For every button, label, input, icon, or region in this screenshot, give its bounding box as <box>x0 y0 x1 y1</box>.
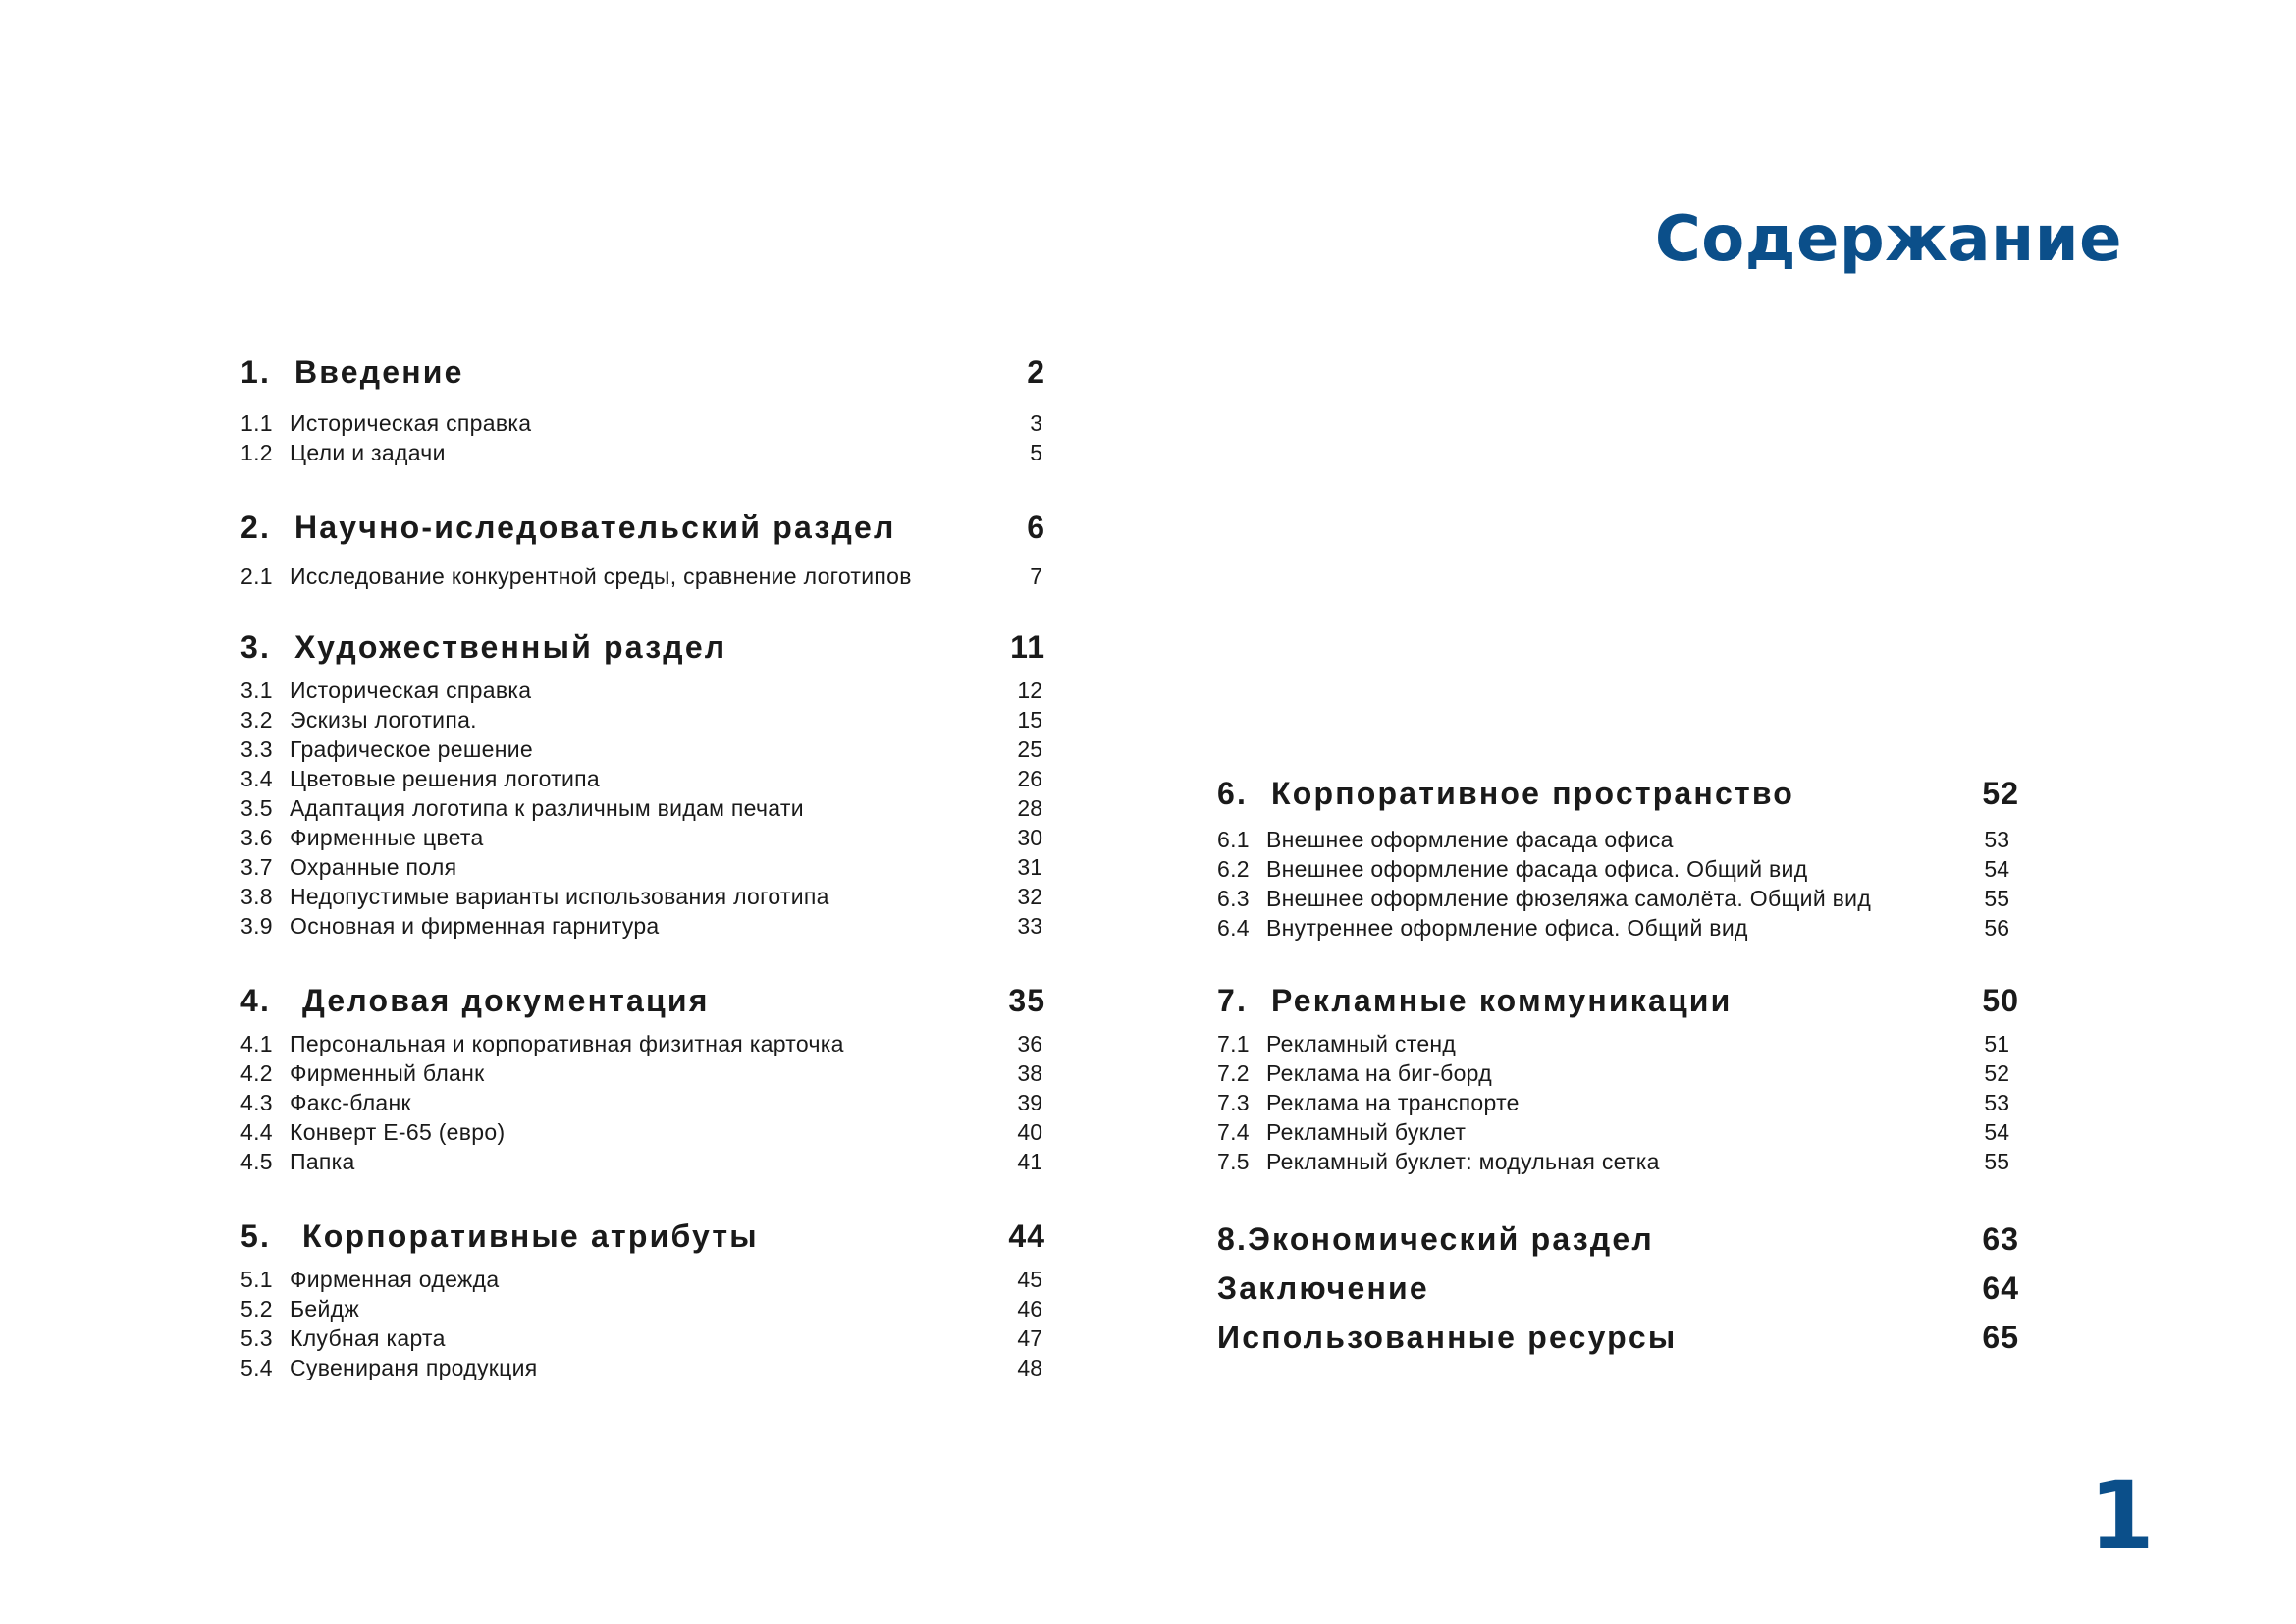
section-page: 65 <box>1982 1320 2019 1355</box>
section-page: 35 <box>1008 983 1045 1018</box>
item-title: Фирменный бланк <box>290 1060 485 1086</box>
toc-item[interactable] <box>240 1269 1045 1291</box>
item-number: 6.1 <box>1217 827 1250 852</box>
item-number: 7.5 <box>1217 1149 1250 1174</box>
item-number: 5.2 <box>240 1296 273 1322</box>
toc-section[interactable] <box>240 631 1045 663</box>
item-title: Внутреннее оформление офиса. Общий вид <box>1266 915 1748 941</box>
section-number: 6. <box>1217 776 1249 811</box>
item-number: 3.5 <box>240 795 273 821</box>
item-page: 26 <box>1017 766 1042 791</box>
item-number: 5.4 <box>240 1355 273 1380</box>
item-title: Цели и задачи <box>290 440 446 465</box>
toc-item[interactable] <box>1217 917 2019 940</box>
item-page: 56 <box>1984 915 2009 941</box>
section-number: 5. <box>240 1218 272 1254</box>
toc-item[interactable] <box>1217 1121 2019 1144</box>
item-page: 38 <box>1017 1060 1042 1086</box>
section-title: Рекламные коммуникации <box>1271 983 1733 1018</box>
item-title: Исследование конкурентной среды, сравнение логотипов <box>290 564 912 589</box>
toc-section[interactable] <box>1217 1223 2019 1255</box>
item-page: 39 <box>1017 1090 1042 1115</box>
item-number: 4.2 <box>240 1060 273 1086</box>
section-title: 8.Экономический раздел <box>1217 1221 1654 1257</box>
item-page: 7 <box>1030 564 1042 589</box>
item-page: 15 <box>1017 707 1042 732</box>
section-number: 7. <box>1217 983 1249 1018</box>
item-page: 55 <box>1984 1149 2009 1174</box>
item-number: 3.2 <box>240 707 273 732</box>
toc-item[interactable] <box>240 1327 1045 1350</box>
section-page: 44 <box>1008 1218 1045 1254</box>
section-page: 11 <box>1010 629 1045 665</box>
item-title: Конверт Е-65 (евро) <box>290 1119 506 1145</box>
page-number: 1 <box>2089 1461 2155 1571</box>
toc-item[interactable] <box>1217 1151 2019 1173</box>
item-title: Основная и фирменная гарнитура <box>290 913 660 939</box>
toc-item[interactable] <box>240 709 1045 731</box>
section-page: 63 <box>1982 1221 2019 1257</box>
item-page: 55 <box>1984 886 2009 911</box>
item-title: Внешнее оформление фасада офиса <box>1266 827 1674 852</box>
toc-item[interactable] <box>240 1062 1045 1085</box>
section-title: Художественный раздел <box>294 629 727 665</box>
section-title: Введение <box>294 354 464 390</box>
toc-section[interactable] <box>240 985 1045 1016</box>
item-page: 48 <box>1017 1355 1042 1380</box>
item-number: 4.3 <box>240 1090 273 1115</box>
toc-item[interactable] <box>240 886 1045 908</box>
section-number: 4. <box>240 983 272 1018</box>
toc-section[interactable] <box>1217 1272 2019 1304</box>
toc-section[interactable] <box>240 356 1045 388</box>
item-page: 30 <box>1017 825 1042 850</box>
item-page: 31 <box>1017 854 1042 880</box>
item-page: 32 <box>1017 884 1042 909</box>
item-number: 7.1 <box>1217 1031 1250 1056</box>
section-page: 2 <box>1027 354 1045 390</box>
toc-item[interactable] <box>240 1151 1045 1173</box>
item-number: 3.3 <box>240 736 273 762</box>
item-page: 33 <box>1017 913 1042 939</box>
item-number: 1.1 <box>240 410 273 436</box>
item-title: Рекламный буклет: модульная сетка <box>1266 1149 1660 1174</box>
item-page: 12 <box>1017 677 1042 703</box>
toc-section[interactable] <box>1217 985 2019 1016</box>
section-number: 1. <box>240 354 272 390</box>
item-number: 6.3 <box>1217 886 1250 911</box>
item-page: 54 <box>1984 856 2009 882</box>
section-number: 2. <box>240 510 272 545</box>
item-title: Внешнее оформление фасада офиса. Общий вид <box>1266 856 1808 882</box>
item-number: 1.2 <box>240 440 273 465</box>
toc-item[interactable] <box>240 915 1045 938</box>
item-number: 4.1 <box>240 1031 273 1056</box>
item-number: 3.7 <box>240 854 273 880</box>
item-page: 25 <box>1017 736 1042 762</box>
toc-section[interactable] <box>240 1220 1045 1252</box>
item-title: Реклама на биг-борд <box>1266 1060 1492 1086</box>
item-page: 5 <box>1030 440 1042 465</box>
item-title: Бейдж <box>290 1296 360 1322</box>
item-title: Графическое решение <box>290 736 533 762</box>
item-title: Недопустимые варианты использования логотипа <box>290 884 829 909</box>
toc-item[interactable] <box>240 1298 1045 1321</box>
item-number: 5.1 <box>240 1267 273 1292</box>
toc-item[interactable] <box>240 797 1045 820</box>
item-page: 3 <box>1030 410 1042 436</box>
toc-item[interactable] <box>240 768 1045 790</box>
item-page: 36 <box>1017 1031 1042 1056</box>
item-page: 28 <box>1017 795 1042 821</box>
item-title: Персональная и корпоративная физитная карточка <box>290 1031 844 1056</box>
section-number: 3. <box>240 629 272 665</box>
item-title: Фирменная одежда <box>290 1267 500 1292</box>
item-page: 53 <box>1984 827 2009 852</box>
item-title: Факс-бланк <box>290 1090 411 1115</box>
section-page: 50 <box>1982 983 2019 1018</box>
item-title: Фирменные цвета <box>290 825 484 850</box>
toc-item[interactable] <box>240 1121 1045 1144</box>
item-number: 3.6 <box>240 825 273 850</box>
toc-item[interactable] <box>240 827 1045 849</box>
item-title: Историческая справка <box>290 410 532 436</box>
toc-item[interactable] <box>1217 1033 2019 1056</box>
section-page: 52 <box>1982 776 2019 811</box>
toc-item[interactable] <box>1217 829 2019 851</box>
section-title: Деловая документация <box>302 983 710 1018</box>
toc-item[interactable] <box>240 442 1045 464</box>
toc-item[interactable] <box>240 412 1045 435</box>
item-number: 6.2 <box>1217 856 1250 882</box>
section-title: Научно-иследовательский раздел <box>294 510 896 545</box>
section-title: Использованные ресурсы <box>1217 1320 1678 1355</box>
item-page: 47 <box>1017 1326 1042 1351</box>
toc-item[interactable] <box>240 738 1045 761</box>
toc-section[interactable] <box>240 512 1045 543</box>
item-page: 54 <box>1984 1119 2009 1145</box>
item-title: Реклама на транспорте <box>1266 1090 1520 1115</box>
toc-section[interactable] <box>1217 778 2019 809</box>
item-title: Охранные поля <box>290 854 457 880</box>
item-title: Историческая справка <box>290 677 532 703</box>
section-title: Корпоративные атрибуты <box>302 1218 759 1254</box>
item-page: 51 <box>1984 1031 2009 1056</box>
item-title: Адаптация логотипа к различным видам печати <box>290 795 804 821</box>
item-number: 3.4 <box>240 766 273 791</box>
item-title: Цветовые решения логотипа <box>290 766 600 791</box>
item-number: 2.1 <box>240 564 273 589</box>
section-page: 64 <box>1982 1271 2019 1306</box>
toc-item[interactable] <box>240 679 1045 702</box>
item-page: 53 <box>1984 1090 2009 1115</box>
toc-item[interactable] <box>1217 1062 2019 1085</box>
section-title: Корпоративное пространство <box>1271 776 1795 811</box>
item-page: 45 <box>1017 1267 1042 1292</box>
item-number: 3.1 <box>240 677 273 703</box>
toc-item[interactable] <box>240 566 1045 588</box>
section-title: Заключение <box>1217 1271 1429 1306</box>
item-number: 6.4 <box>1217 915 1250 941</box>
item-number: 7.3 <box>1217 1090 1250 1115</box>
toc-item[interactable] <box>1217 1092 2019 1114</box>
item-number: 7.2 <box>1217 1060 1250 1086</box>
page-title: Содержание <box>1654 203 2122 276</box>
toc-item[interactable] <box>1217 888 2019 910</box>
item-title: Клубная карта <box>290 1326 446 1351</box>
toc-item[interactable] <box>240 1033 1045 1056</box>
item-title: Эскизы логотипа. <box>290 707 477 732</box>
item-title: Внешнее оформление фюзеляжа самолёта. Общий вид <box>1266 886 1872 911</box>
item-page: 46 <box>1017 1296 1042 1322</box>
item-number: 4.4 <box>240 1119 273 1145</box>
item-page: 40 <box>1017 1119 1042 1145</box>
item-title: Папка <box>290 1149 355 1174</box>
toc-item[interactable] <box>240 856 1045 879</box>
item-number: 4.5 <box>240 1149 273 1174</box>
item-title: Рекламный буклет <box>1266 1119 1467 1145</box>
toc-section[interactable] <box>1217 1322 2019 1353</box>
section-page: 6 <box>1027 510 1045 545</box>
item-page: 52 <box>1984 1060 2009 1086</box>
item-number: 7.4 <box>1217 1119 1250 1145</box>
item-title: Сувенираня продукция <box>290 1355 538 1380</box>
item-number: 5.3 <box>240 1326 273 1351</box>
toc-item[interactable] <box>240 1357 1045 1380</box>
item-page: 41 <box>1017 1149 1042 1174</box>
item-number: 3.8 <box>240 884 273 909</box>
toc-item[interactable] <box>240 1092 1045 1114</box>
item-number: 3.9 <box>240 913 273 939</box>
item-title: Рекламный стенд <box>1266 1031 1457 1056</box>
toc-item[interactable] <box>1217 858 2019 881</box>
